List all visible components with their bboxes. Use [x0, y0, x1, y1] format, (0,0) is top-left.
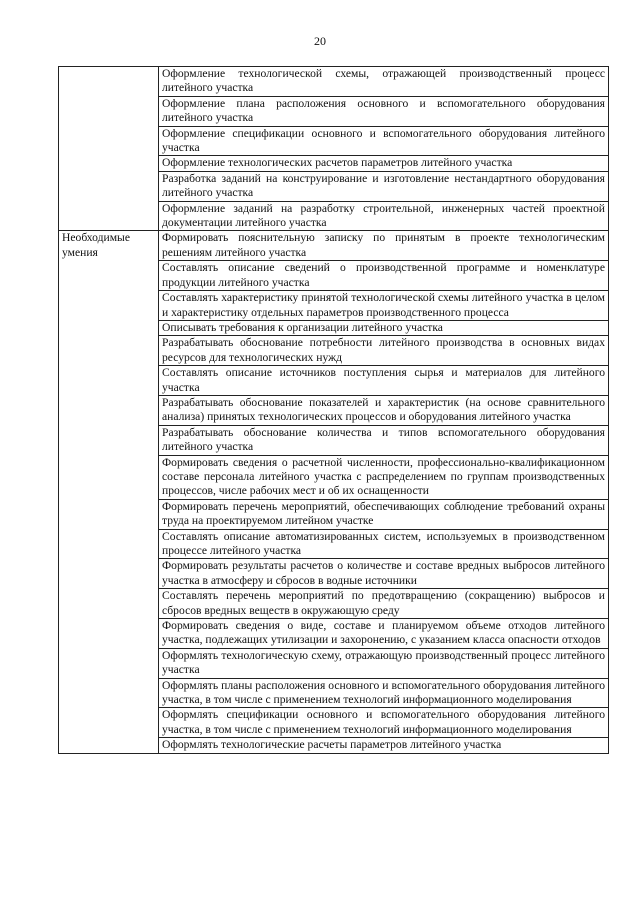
requirement-text: Оформление плана расположения основного и вспомогательного оборудования литейного участка: [159, 96, 609, 126]
requirement-text: Оформлять спецификации основного и вспомогательного оборудования литейного участка, в том числе с применением технологий информационного моделирования: [159, 708, 609, 738]
table-row: [59, 231, 609, 261]
requirements-table: [58, 66, 609, 754]
requirement-text: Оформление заданий на разработку строительной, инженерных частей проектной документации литейного участка: [159, 201, 609, 231]
section-label: [59, 67, 159, 231]
requirement-text: Оформлять технологическую схему, отражающую производственный процесс литейного участка: [159, 648, 609, 678]
requirement-text: Формировать сведения о виде, составе и планируемом объеме отходов литейного участка, подлежащих утилизации и захоронению, с указанием класса опасности отходов: [159, 619, 609, 649]
requirement-text: Формировать перечень мероприятий, обеспечивающих соблюдение требований охраны труда на проектируемом литейном участке: [159, 499, 609, 529]
requirement-text: Составлять характеристику принятой технологической схемы литейного участка в целом и характеристику отдельных параметров производственного процесса: [159, 291, 609, 321]
requirement-text: Разрабатывать обоснование количества и типов вспомогательного оборудования литейного участка: [159, 425, 609, 455]
requirement-text: Составлять описание сведений о производственной программе и номенклатуре продукции литейного участка: [159, 261, 609, 291]
requirement-text: Оформлять технологические расчеты параметров литейного участка: [159, 738, 609, 753]
requirement-text: Формировать результаты расчетов о количестве и составе вредных выбросов литейного участка в атмосферу и сбросов в водные источники: [159, 559, 609, 589]
requirement-text: Описывать требования к организации литейного участка: [159, 320, 609, 335]
requirement-text: Составлять описание источников поступления сырья и материалов для литейного участка: [159, 366, 609, 396]
requirement-text: Оформление спецификации основного и вспомогательного оборудования литейного участка: [159, 126, 609, 156]
requirement-text: Составлять описание автоматизированных систем, используемых в производственном процессе литейного участка: [159, 529, 609, 559]
section-label: Необходимые умения: [59, 231, 159, 753]
requirement-text: Оформлять планы расположения основного и вспомогательного оборудования литейного участка, в том числе с применением технологий информационного моделирования: [159, 678, 609, 708]
requirement-text: Разрабатывать обоснование потребности литейного производства в основных видах ресурсов для технологических нужд: [159, 336, 609, 366]
requirement-text: Формировать пояснительную записку по принятым в проекте технологическим решениям литейного участка: [159, 231, 609, 261]
page-number: 20: [314, 34, 326, 48]
requirement-text: Формировать сведения о расчетной численности, профессионально-квалификационном составе персонала литейного участка с распределением по группам производственных процессов, числе рабочих мест и об их оснащенности: [159, 455, 609, 499]
requirement-text: Разработка заданий на конструирование и изготовление нестандартного оборудования литейного участка: [159, 171, 609, 201]
requirement-text: Оформление технологических расчетов параметров литейного участка: [159, 156, 609, 171]
requirement-text: Разрабатывать обоснование показателей и характеристик (на основе сравнительного анализа) принятых технологических процессов и оборудования литейного участка: [159, 395, 609, 425]
requirement-text: Составлять перечень мероприятий по предотвращению (сокращению) выбросов и сбросов вредных веществ в окружающую среду: [159, 589, 609, 619]
requirement-text: Оформление технологической схемы, отражающей производственный процесс литейного участка: [159, 67, 609, 97]
table-row: [59, 67, 609, 97]
